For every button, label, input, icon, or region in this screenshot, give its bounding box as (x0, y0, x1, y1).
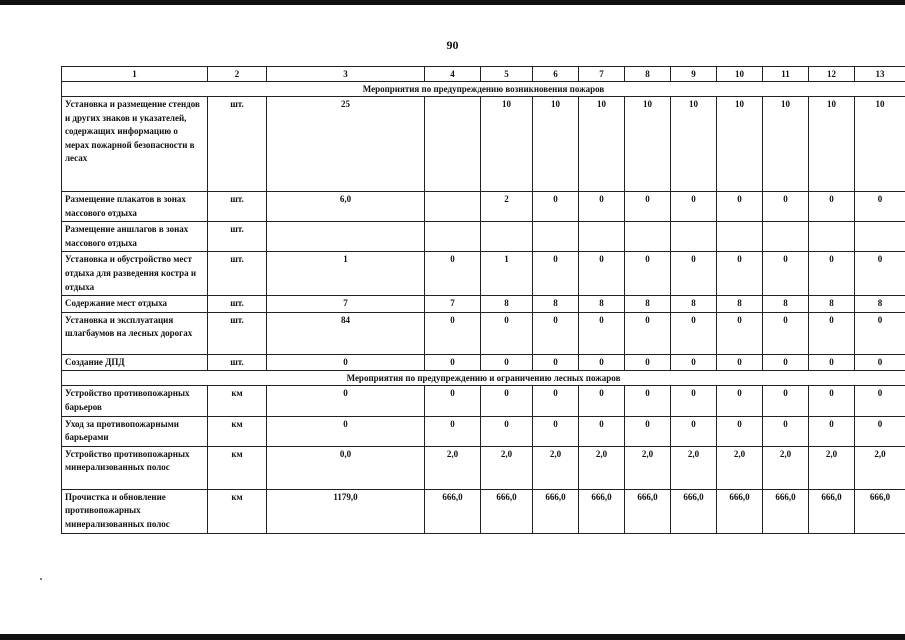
section-title: Мероприятия по предупреждению возникновения пожаров (62, 82, 905, 97)
value-cell (425, 222, 481, 252)
value-cell: 2,0 (625, 446, 671, 489)
scan-border-bottom (0, 634, 905, 640)
unit: шт. (208, 252, 267, 296)
value-cell: 1 (267, 252, 425, 296)
value-cell: 0 (625, 354, 671, 371)
section-header-row (62, 371, 905, 386)
table-row (62, 222, 905, 252)
value-cell: 0 (855, 386, 905, 416)
value-cell: 2,0 (579, 446, 625, 489)
value-cell: 8 (855, 296, 905, 313)
value-cell: 2,0 (763, 446, 809, 489)
value-cell: 0 (579, 252, 625, 296)
value-cell: 2,0 (809, 446, 855, 489)
value-cell: 6,0 (267, 192, 425, 222)
value-cell: 8 (533, 296, 579, 313)
measure-name: Устройство противопожарных барьеров (62, 386, 208, 416)
value-cell: 666,0 (425, 489, 481, 533)
value-cell: 7 (425, 296, 481, 313)
value-cell (763, 222, 809, 252)
value-cell: 0 (425, 416, 481, 446)
measure-name: Прочистка и обновление противопожарных минерализованных полос (62, 489, 208, 533)
value-cell: 0 (717, 312, 763, 354)
value-cell: 10 (809, 97, 855, 192)
column-number: 9 (671, 67, 717, 82)
value-cell: 0 (481, 386, 533, 416)
value-cell: 666,0 (763, 489, 809, 533)
page-number: 90 (446, 38, 459, 52)
measure-name: Уход за противопожарными барьерами (62, 416, 208, 446)
value-cell: 0 (855, 192, 905, 222)
value-cell: 0 (625, 416, 671, 446)
measure-name: Установка и эксплуатация шлагбаумов на лесных дорогах (62, 312, 208, 354)
value-cell: 84 (267, 312, 425, 354)
measure-name: Содержание мест отдыха (62, 296, 208, 313)
value-cell (625, 222, 671, 252)
value-cell: 0 (625, 192, 671, 222)
column-number: 6 (533, 67, 579, 82)
value-cell: 0 (717, 252, 763, 296)
value-cell: 8 (481, 296, 533, 313)
section-header-row (62, 82, 905, 97)
value-cell: 666,0 (481, 489, 533, 533)
value-cell: 0 (579, 386, 625, 416)
value-cell: 2,0 (425, 446, 481, 489)
value-cell: 0 (579, 192, 625, 222)
value-cell: 10 (671, 97, 717, 192)
value-cell: 10 (717, 97, 763, 192)
measure-name: Установка и размещение стендов и других знаков и указателей, содержащих информацию о мерах пожарной безопасности в лесах (62, 97, 208, 192)
value-cell (533, 222, 579, 252)
value-cell: 10 (481, 97, 533, 192)
measure-name: Размещение плакатов в зонах массового отдыха (62, 192, 208, 222)
value-cell: 0 (625, 252, 671, 296)
value-cell: 0 (625, 386, 671, 416)
column-number: 13 (855, 67, 905, 82)
unit: км (208, 446, 267, 489)
value-cell (671, 222, 717, 252)
value-cell: 8 (717, 296, 763, 313)
value-cell: 10 (579, 97, 625, 192)
column-number: 7 (579, 67, 625, 82)
unit: км (208, 416, 267, 446)
value-cell: 666,0 (533, 489, 579, 533)
value-cell: 0 (671, 252, 717, 296)
measure-name: Установка и обустройство мест отдыха для разведения костра и отдыха (62, 252, 208, 296)
value-cell: 0 (671, 192, 717, 222)
unit: шт. (208, 312, 267, 354)
value-cell: 0 (763, 354, 809, 371)
value-cell: 2,0 (717, 446, 763, 489)
value-cell (425, 192, 481, 222)
value-cell: 0 (533, 192, 579, 222)
value-cell: 0 (425, 312, 481, 354)
unit: шт. (208, 354, 267, 371)
value-cell: 0 (533, 416, 579, 446)
value-cell: 0 (809, 386, 855, 416)
table-row (62, 446, 905, 489)
column-number: 1 (62, 67, 208, 82)
value-cell: 25 (267, 97, 425, 192)
value-cell: 7 (267, 296, 425, 313)
value-cell: 2,0 (481, 446, 533, 489)
column-number: 4 (425, 67, 481, 82)
measure-name: Устройство противопожарных минерализованных полос (62, 446, 208, 489)
value-cell: 8 (809, 296, 855, 313)
value-cell: 0,0 (267, 446, 425, 489)
value-cell: 0 (809, 192, 855, 222)
value-cell: 0 (671, 312, 717, 354)
unit: км (208, 386, 267, 416)
column-number: 3 (267, 67, 425, 82)
value-cell: 0 (717, 386, 763, 416)
unit: шт. (208, 222, 267, 252)
value-cell: 0 (671, 386, 717, 416)
column-number: 2 (208, 67, 267, 82)
value-cell: 0 (481, 312, 533, 354)
table-row (62, 252, 905, 296)
value-cell: 0 (671, 354, 717, 371)
value-cell (855, 222, 905, 252)
value-cell: 2 (481, 192, 533, 222)
value-cell: 2,0 (533, 446, 579, 489)
value-cell: 0 (763, 192, 809, 222)
column-number: 11 (763, 67, 809, 82)
table-row (62, 192, 905, 222)
value-cell: 8 (579, 296, 625, 313)
value-cell: 666,0 (625, 489, 671, 533)
value-cell: 0 (855, 252, 905, 296)
value-cell: 0 (481, 416, 533, 446)
column-number: 8 (625, 67, 671, 82)
value-cell: 0 (425, 386, 481, 416)
table-row (62, 416, 905, 446)
value-cell: 0 (533, 252, 579, 296)
value-cell: 0 (855, 416, 905, 446)
value-cell: 8 (671, 296, 717, 313)
value-cell: 0 (579, 416, 625, 446)
value-cell: 10 (533, 97, 579, 192)
column-number: 12 (809, 67, 855, 82)
value-cell: 0 (763, 416, 809, 446)
value-cell: 10 (763, 97, 809, 192)
value-cell: 0 (267, 354, 425, 371)
value-cell (425, 97, 481, 192)
value-cell: 0 (717, 192, 763, 222)
value-cell: 0 (763, 252, 809, 296)
value-cell: 0 (809, 354, 855, 371)
table-row (62, 386, 905, 416)
column-number: 5 (481, 67, 533, 82)
scan-border-top (0, 0, 905, 5)
value-cell: 0 (533, 312, 579, 354)
value-cell: 0 (267, 386, 425, 416)
column-number-row (62, 67, 905, 82)
value-cell: 0 (763, 312, 809, 354)
value-cell: 1 (481, 252, 533, 296)
value-cell: 0 (855, 312, 905, 354)
value-cell: 0 (579, 354, 625, 371)
value-cell (809, 222, 855, 252)
value-cell: 0 (267, 416, 425, 446)
value-cell: 0 (579, 312, 625, 354)
fire-measures-table (61, 66, 905, 534)
unit: шт. (208, 97, 267, 192)
value-cell: 666,0 (579, 489, 625, 533)
value-cell: 1179,0 (267, 489, 425, 533)
measure-name: Размещение аншлагов в зонах массового отдыха (62, 222, 208, 252)
value-cell: 0 (763, 386, 809, 416)
value-cell: 0 (625, 312, 671, 354)
value-cell: 2,0 (855, 446, 905, 489)
value-cell: 8 (763, 296, 809, 313)
value-cell: 0 (855, 354, 905, 371)
value-cell (579, 222, 625, 252)
column-number: 10 (717, 67, 763, 82)
table-row (62, 489, 905, 533)
scan-speck (40, 578, 42, 580)
value-cell: 10 (625, 97, 671, 192)
table-row (62, 312, 905, 354)
value-cell: 8 (625, 296, 671, 313)
value-cell: 0 (717, 354, 763, 371)
unit: шт. (208, 296, 267, 313)
value-cell: 0 (809, 312, 855, 354)
value-cell: 666,0 (717, 489, 763, 533)
table-row (62, 296, 905, 313)
value-cell: 0 (481, 354, 533, 371)
value-cell (267, 222, 425, 252)
value-cell: 0 (533, 354, 579, 371)
value-cell: 666,0 (809, 489, 855, 533)
value-cell: 0 (425, 354, 481, 371)
value-cell: 0 (533, 386, 579, 416)
value-cell: 0 (717, 416, 763, 446)
value-cell: 0 (671, 416, 717, 446)
unit: шт. (208, 192, 267, 222)
value-cell (717, 222, 763, 252)
table-row (62, 97, 905, 192)
value-cell: 0 (425, 252, 481, 296)
value-cell (481, 222, 533, 252)
unit: км (208, 489, 267, 533)
value-cell: 0 (809, 252, 855, 296)
value-cell: 666,0 (671, 489, 717, 533)
value-cell: 10 (855, 97, 905, 192)
value-cell: 666,0 (855, 489, 905, 533)
measure-name: Создание ДПД (62, 354, 208, 371)
value-cell: 0 (809, 416, 855, 446)
value-cell: 2,0 (671, 446, 717, 489)
section-title: Мероприятия по предупреждению и ограничению лесных пожаров (62, 371, 905, 386)
table-row (62, 354, 905, 371)
